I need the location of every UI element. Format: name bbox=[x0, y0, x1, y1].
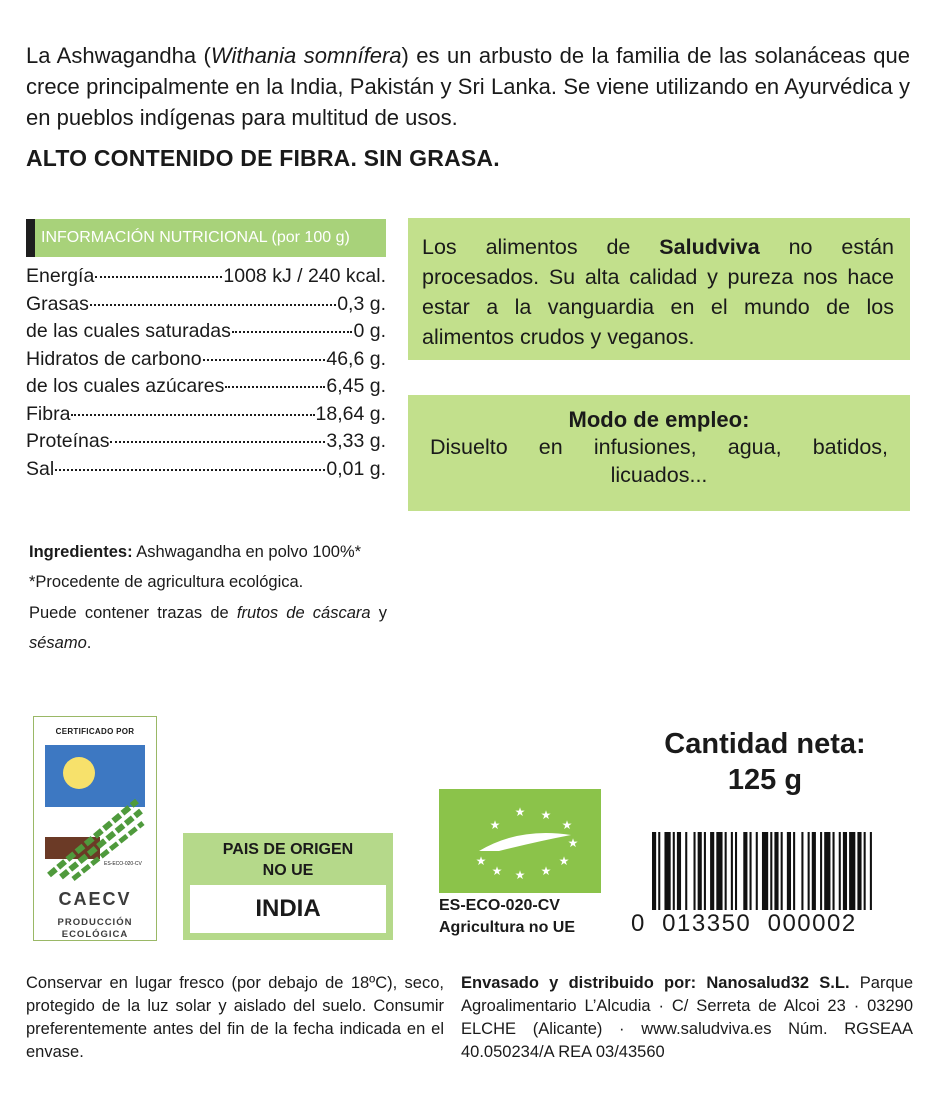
svg-text:★: ★ bbox=[514, 868, 526, 882]
barcode-bar bbox=[770, 832, 772, 910]
traces-allergen-1: frutos de cáscara bbox=[236, 604, 371, 622]
ingredients-section bbox=[29, 542, 387, 668]
barcode-bar bbox=[870, 832, 872, 910]
barcode-bar bbox=[820, 832, 822, 910]
barcode-bar bbox=[704, 832, 706, 910]
barcode-bar bbox=[824, 832, 830, 910]
distributor-info bbox=[461, 972, 913, 1064]
brand-text-post: no están procesados. Su alta calidad y pureza nos hace estar a la vanguardia en el mundo de los alimentos crudos y veganos. bbox=[422, 235, 894, 349]
net-quantity-value: 125 g bbox=[727, 764, 803, 796]
traces-allergen-2: sésamo bbox=[29, 634, 87, 652]
latin-name: Withania somnífera bbox=[210, 43, 402, 68]
barcode-bar bbox=[857, 832, 861, 910]
barcode-bar bbox=[843, 832, 847, 910]
nutrient-value: 18,64 g. bbox=[315, 402, 386, 425]
barcode-bar bbox=[864, 832, 866, 910]
nutrition-row-energy bbox=[26, 265, 386, 293]
barcode-bar bbox=[698, 832, 702, 910]
brand-name: Saludviva bbox=[659, 235, 760, 259]
barcode-bar bbox=[731, 832, 733, 910]
header-accent-bar bbox=[26, 219, 35, 257]
barcode-bar bbox=[839, 832, 841, 910]
barcode-bar bbox=[808, 832, 810, 910]
nutrition-header-label: INFORMACIÓN NUTRICIONAL (por 100 g) bbox=[41, 229, 350, 246]
nutrient-value: 0 g. bbox=[353, 320, 386, 342]
barcode-bar bbox=[673, 832, 675, 910]
brand-text-pre: Los alimentos de bbox=[422, 235, 660, 259]
nutrient-label: Hidratos de carbono bbox=[26, 347, 202, 370]
barcode-number: 0 013350 000002 bbox=[631, 910, 857, 937]
barcode-bar bbox=[781, 832, 783, 910]
intro-text-2: ) es un arbusto de la familia de las solanáceas que crece principalmente en la India, Pakistán y Sri Lanka. Se viene utilizando en Ayurvédica y en pueblos indígenas para multitud de usos. bbox=[26, 43, 910, 130]
nutrient-label: Sal bbox=[26, 457, 55, 480]
traces-text: y bbox=[370, 604, 387, 622]
nutrient-label: de los cuales azúcares bbox=[26, 375, 225, 397]
svg-text:★: ★ bbox=[567, 836, 579, 850]
origin-box bbox=[183, 833, 393, 940]
nutrient-label: Fibra bbox=[26, 402, 71, 425]
svg-text:★: ★ bbox=[491, 864, 503, 878]
nutrient-value: 0,01 g. bbox=[326, 457, 386, 480]
svg-text:★: ★ bbox=[514, 805, 526, 819]
barcode-bar bbox=[685, 832, 687, 910]
nutrient-value: 1008 kJ / 240 kcal. bbox=[223, 265, 386, 287]
origin-country: INDIA bbox=[190, 885, 386, 933]
dot-leader bbox=[90, 304, 336, 306]
eu-organic-leaf-icon bbox=[439, 789, 601, 893]
barcode-bar bbox=[849, 832, 855, 910]
traces-text: Puede contener trazas de bbox=[29, 604, 237, 622]
nutrition-row-fiber bbox=[26, 403, 386, 431]
origin-region: NO UE bbox=[262, 862, 314, 879]
barcode-bar bbox=[743, 832, 747, 910]
product-description bbox=[26, 40, 910, 133]
caecv-certified-by: CERTIFICADO POR bbox=[55, 727, 135, 736]
eu-organic-code: ES-ECO-020-CV bbox=[439, 897, 560, 914]
nutrition-row-fat bbox=[26, 293, 386, 321]
barcode-icon bbox=[652, 832, 874, 910]
nutrient-label: de las cuales saturadas bbox=[26, 320, 231, 342]
nutrition-row-protein bbox=[26, 430, 386, 458]
barcode-bar bbox=[774, 832, 778, 910]
svg-text:★: ★ bbox=[540, 808, 552, 822]
nutrition-row-salt bbox=[26, 458, 386, 486]
usage-text: Disuelto en infusiones, agua, batidos, licuados... bbox=[430, 435, 888, 487]
intro-text-1: La Ashwagandha ( bbox=[26, 43, 211, 68]
svg-text:★: ★ bbox=[540, 864, 552, 878]
eu-organic-logo bbox=[439, 789, 601, 893]
nutrient-value: 0,3 g. bbox=[337, 292, 386, 315]
barcode-bar bbox=[725, 832, 727, 910]
barcode-bar bbox=[677, 832, 681, 910]
eu-organic-label: Agricultura no UE bbox=[439, 919, 576, 936]
dot-leader bbox=[203, 359, 326, 361]
svg-text:★: ★ bbox=[489, 818, 501, 832]
storage-instructions: Conservar en lugar fresco (por debajo de 18ºC), seco, protegido de la luz solar y aislado del suelo. Consumir preferentemente antes del fin de la fecha indicada en el envase. bbox=[26, 974, 444, 1061]
caecv-code: ES-ECO-020-CV bbox=[104, 861, 142, 867]
barcode-bar bbox=[787, 832, 791, 910]
nutrition-row-saturated bbox=[26, 320, 386, 348]
nutrient-value: 3,33 g. bbox=[326, 430, 386, 452]
barcode-bar bbox=[812, 832, 816, 910]
barcode-bar bbox=[693, 832, 695, 910]
usage-title: Modo de empleo: bbox=[568, 407, 750, 432]
nutrition-header bbox=[26, 219, 386, 257]
barcode-bar bbox=[716, 832, 722, 910]
caecv-sub2: ECOLÓGICA bbox=[61, 929, 129, 940]
barcode-bar bbox=[664, 832, 670, 910]
net-quantity-label: Cantidad neta: bbox=[664, 728, 866, 760]
dot-leader bbox=[55, 469, 325, 471]
dot-leader bbox=[95, 276, 222, 278]
dot-leader bbox=[225, 386, 325, 388]
nutrition-row-sugars bbox=[26, 375, 386, 403]
eu-organic-caption bbox=[439, 895, 575, 939]
barcode-bar bbox=[735, 832, 737, 910]
brand-info-text bbox=[422, 232, 894, 352]
barcode-bar bbox=[801, 832, 803, 910]
barcode-bar bbox=[762, 832, 768, 910]
ingredients-text: Ashwagandha en polvo 100%* bbox=[132, 543, 362, 561]
nutrient-value: 6,45 g. bbox=[326, 375, 386, 397]
barcode-bar bbox=[750, 832, 752, 910]
caecv-name: CAECV bbox=[58, 889, 132, 909]
nutrition-row-carbs bbox=[26, 348, 386, 376]
nutrient-label: Grasas bbox=[26, 292, 89, 315]
caecv-certification-logo bbox=[33, 716, 157, 941]
dot-leader bbox=[71, 414, 314, 416]
distributor-label: Envasado y distribuido por: Nanosalud32 S.L. bbox=[461, 974, 850, 992]
dot-leader bbox=[110, 441, 325, 443]
nutrition-table bbox=[26, 265, 386, 485]
nutrient-value: 46,6 g. bbox=[326, 347, 386, 370]
organic-note: *Procedente de agricultura ecológica. bbox=[29, 573, 304, 591]
traces-note bbox=[29, 598, 387, 658]
nutrition-claim: ALTO CONTENIDO DE FIBRA. SIN GRASA. bbox=[26, 145, 500, 171]
caecv-subtitle bbox=[34, 917, 156, 941]
barcode-bar bbox=[710, 832, 714, 910]
traces-text: . bbox=[86, 634, 92, 652]
barcode-bar bbox=[793, 832, 795, 910]
nutrient-label: Energía bbox=[26, 265, 95, 287]
barcode-bar bbox=[833, 832, 835, 910]
ingredients-line bbox=[29, 542, 387, 562]
barcode-bar bbox=[756, 832, 758, 910]
svg-text:★: ★ bbox=[561, 818, 573, 832]
brand-info-box bbox=[408, 218, 910, 360]
barcode-bar bbox=[652, 832, 656, 910]
svg-text:★: ★ bbox=[475, 854, 487, 868]
caecv-sub1: PRODUCCIÓN bbox=[57, 917, 133, 928]
distributor-text: Parque Agroalimentario L’Alcudia · C/ Serreta de Alcoi 23 · 03290 ELCHE (Alicante) · www.saludviva.es Núm. RGSEAA 40.050234/A REA 03/43560 bbox=[461, 974, 914, 1061]
origin-label: PAIS DE ORIGEN bbox=[222, 841, 354, 858]
barcode-bar bbox=[658, 832, 660, 910]
nutrient-label: Proteínas bbox=[26, 430, 110, 452]
dot-leader bbox=[232, 331, 353, 333]
usage-box bbox=[408, 395, 910, 511]
svg-text:★: ★ bbox=[558, 854, 570, 868]
ingredients-label: Ingredientes: bbox=[29, 543, 133, 561]
